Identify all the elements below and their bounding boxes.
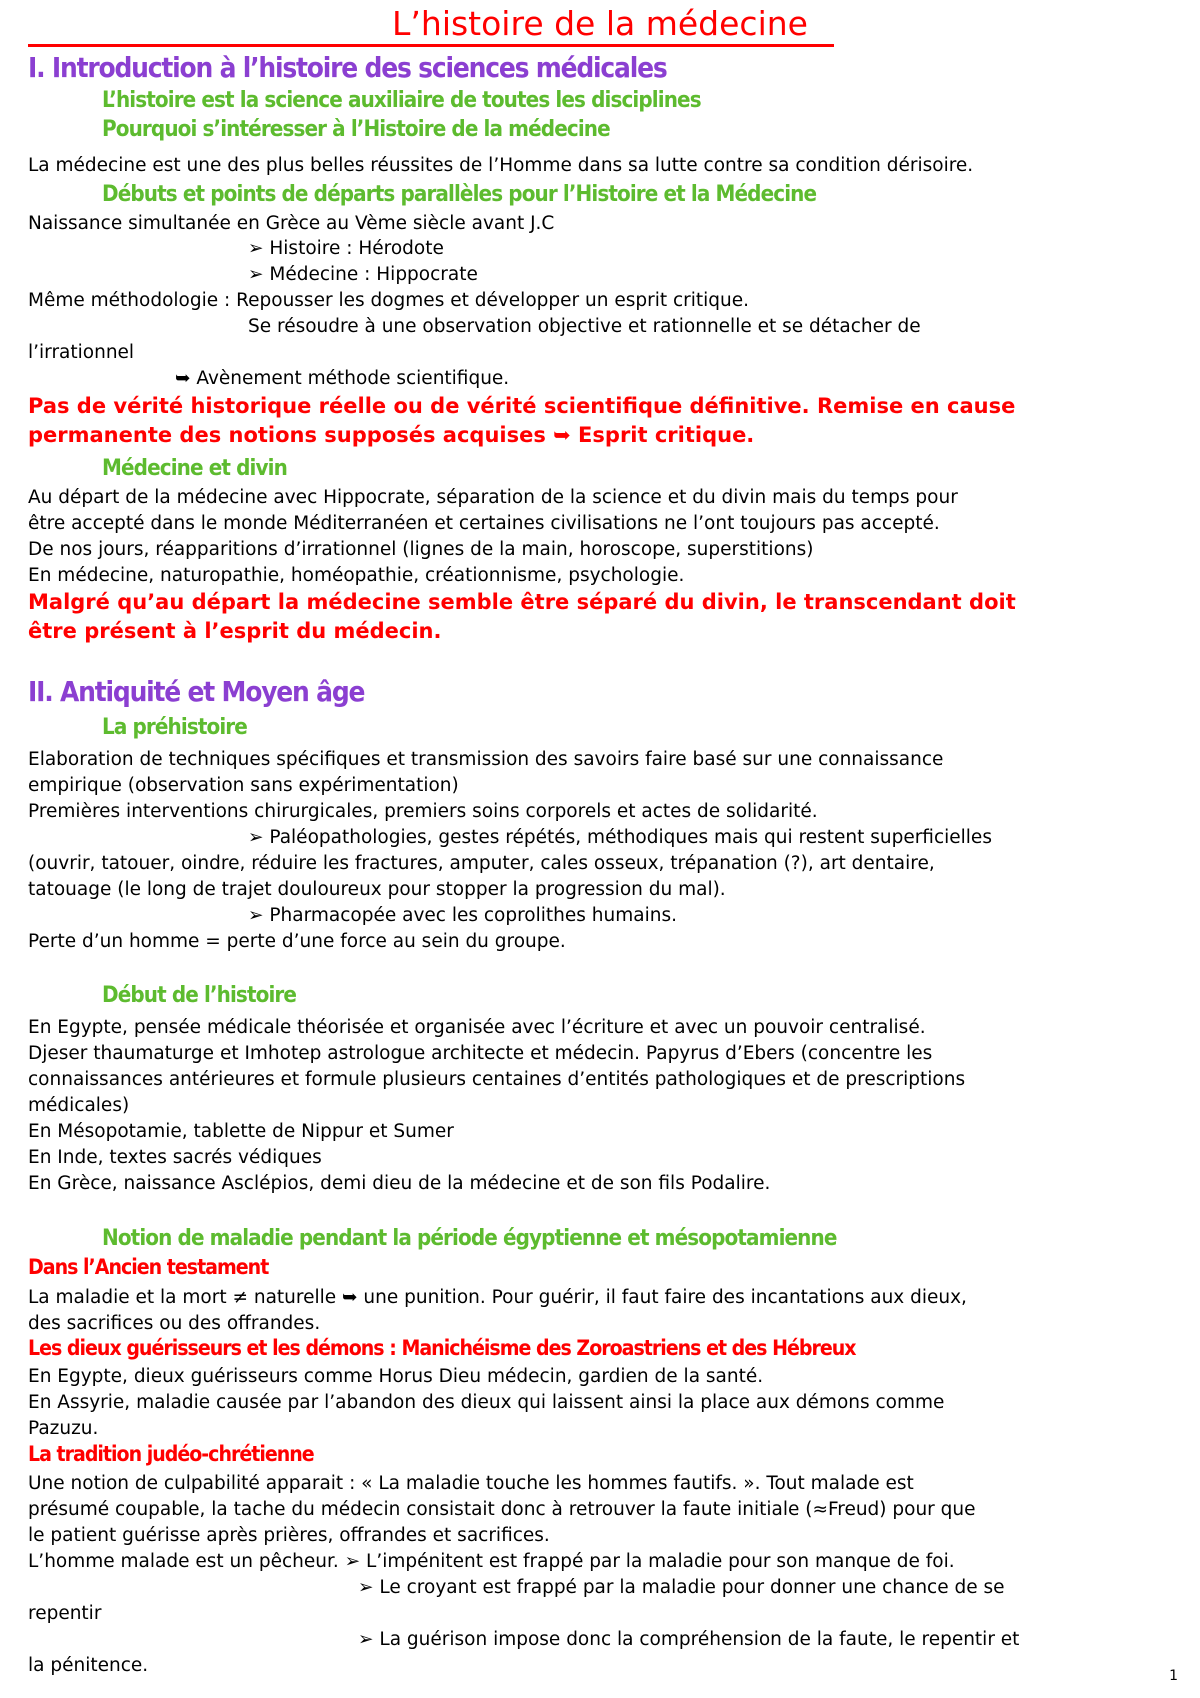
paragraph: Elaboration de techniques spécifiques et transmission des savoirs faire basé sur une connaissance bbox=[28, 749, 944, 770]
paragraph: le patient guérisse après prières, offrandes et sacrifices. bbox=[28, 1525, 550, 1546]
paragraph: la pénitence. bbox=[28, 1655, 149, 1676]
emphasis-text: permanente des notions supposés acquises ➥ Esprit critique. bbox=[28, 423, 755, 447]
paragraph: présumé coupable, la tache du médecin consistait donc à retrouver la faute initiale (≈Freud) pour que bbox=[28, 1499, 976, 1520]
paragraph: médicales) bbox=[28, 1095, 130, 1116]
minor-heading: La tradition judéo-chrétienne bbox=[28, 1442, 314, 1467]
page-number: 1 bbox=[1169, 1668, 1178, 1684]
paragraph: En Egypte, dieux guérisseurs comme Horus Dieu médecin, gardien de la santé. bbox=[28, 1366, 764, 1387]
subheading: L’histoire est la science auxiliaire de toutes les disciplines bbox=[102, 86, 701, 113]
paragraph: être accepté dans le monde Méditerranéen et certaines civilisations ne l’ont toujours pas accepté. bbox=[28, 513, 940, 534]
paragraph: Au départ de la médecine avec Hippocrate, séparation de la science et du divin mais du temps pour bbox=[28, 487, 958, 508]
paragraph: tatouage (le long de trajet douloureux pour stopper la progression du mal). bbox=[28, 879, 726, 900]
paragraph: l’irrationnel bbox=[28, 342, 135, 363]
bullet-item: ➢ Pharmacopée avec les coprolithes humains. bbox=[248, 905, 677, 926]
emphasis-text: Pas de vérité historique réelle ou de vérité scientifique définitive. Remise en cause bbox=[28, 394, 1016, 418]
paragraph: empirique (observation sans expérimentation) bbox=[28, 775, 459, 796]
paragraph: La maladie et la mort ≠ naturelle ➥ une punition. Pour guérir, il faut faire des incantations aux dieux, bbox=[28, 1287, 967, 1308]
minor-heading: Dans l’Ancien testament bbox=[28, 1255, 269, 1280]
arrow-item: ➥ Avènement méthode scientifique. bbox=[175, 368, 510, 389]
paragraph: Djeser thaumaturge et Imhotep astrologue architecte et médecin. Papyrus d’Ebers (concentre les bbox=[28, 1043, 933, 1064]
paragraph: Se résoudre à une observation objective et rationnelle et se détacher de bbox=[248, 316, 921, 337]
paragraph: De nos jours, réapparitions d’irrationnel (lignes de la main, horoscope, superstitions) bbox=[28, 539, 814, 560]
paragraph: Perte d’un homme = perte d’une force au sein du groupe. bbox=[28, 931, 566, 952]
paragraph: En Assyrie, maladie causée par l’abandon des dieux qui laissent ainsi la place aux démons comme bbox=[28, 1392, 945, 1413]
bullet-item: ➢ Le croyant est frappé par la maladie pour donner une chance de se bbox=[358, 1577, 1005, 1598]
paragraph: (ouvrir, tatouer, oindre, réduire les fractures, amputer, cales osseux, trépanation (?), art dentaire, bbox=[28, 853, 935, 874]
subheading: La préhistoire bbox=[102, 713, 247, 740]
bullet-item: ➢ Histoire : Hérodote bbox=[248, 238, 444, 259]
paragraph: repentir bbox=[28, 1603, 102, 1624]
subheading: Notion de maladie pendant la période égyptienne et mésopotamienne bbox=[102, 1224, 837, 1251]
subheading: Débuts et points de départs parallèles pour l’Histoire et la Médecine bbox=[102, 180, 817, 207]
paragraph: Premières interventions chirurgicales, premiers soins corporels et actes de solidarité. bbox=[28, 801, 818, 822]
minor-heading: Les dieux guérisseurs et les démons : Manichéisme des Zoroastriens et des Hébreux bbox=[28, 1336, 856, 1361]
paragraph: En médecine, naturopathie, homéopathie, créationnisme, psychologie. bbox=[28, 565, 685, 586]
paragraph: Une notion de culpabilité apparait : « La maladie touche les hommes fautifs. ». Tout malade est bbox=[28, 1473, 914, 1494]
paragraph: En Egypte, pensée médicale théorisée et organisée avec l’écriture et avec un pouvoir centralisé. bbox=[28, 1017, 926, 1038]
paragraph: des sacrifices ou des offrandes. bbox=[28, 1313, 321, 1334]
paragraph: En Mésopotamie, tablette de Nippur et Sumer bbox=[28, 1121, 454, 1142]
subheading: Médecine et divin bbox=[102, 454, 287, 481]
bullet-item: ➢ Médecine : Hippocrate bbox=[248, 264, 478, 285]
paragraph: Même méthodologie : Repousser les dogmes et développer un esprit critique. bbox=[28, 290, 750, 311]
paragraph: connaissances antérieures et formule plusieurs centaines d’entités pathologiques et de prescriptions bbox=[28, 1069, 966, 1090]
section-heading-1: I. Introduction à l’histoire des sciences médicales bbox=[28, 51, 667, 84]
paragraph: En Grèce, naissance Asclépios, demi dieu de la médecine et de son fils Podalire. bbox=[28, 1173, 771, 1194]
subheading: Pourquoi s’intéresser à l’Histoire de la médecine bbox=[102, 115, 610, 142]
emphasis-text: Malgré qu’au départ la médecine semble être séparé du divin, le transcendant doit bbox=[28, 590, 1016, 614]
bullet-item: ➢ La guérison impose donc la compréhension de la faute, le repentir et bbox=[358, 1629, 1020, 1650]
section-heading-2: II. Antiquité et Moyen âge bbox=[28, 675, 365, 708]
paragraph: Pazuzu. bbox=[28, 1418, 99, 1439]
paragraph: L’homme malade est un pêcheur. ➢ L’impénitent est frappé par la maladie pour son manque de foi. bbox=[28, 1551, 955, 1572]
paragraph: Naissance simultanée en Grèce au Vème siècle avant J.C bbox=[28, 213, 555, 234]
subheading: Début de l’histoire bbox=[102, 981, 297, 1008]
title-underline bbox=[28, 44, 834, 47]
paragraph: En Inde, textes sacrés védiques bbox=[28, 1147, 322, 1168]
bullet-item: ➢ Paléopathologies, gestes répétés, méthodiques mais qui restent superficielles bbox=[248, 827, 992, 848]
emphasis-text: être présent à l’esprit du médecin. bbox=[28, 619, 442, 643]
document-title: L’histoire de la médecine bbox=[392, 4, 808, 43]
paragraph: La médecine est une des plus belles réussites de l’Homme dans sa lutte contre sa condition dérisoire. bbox=[28, 155, 974, 176]
